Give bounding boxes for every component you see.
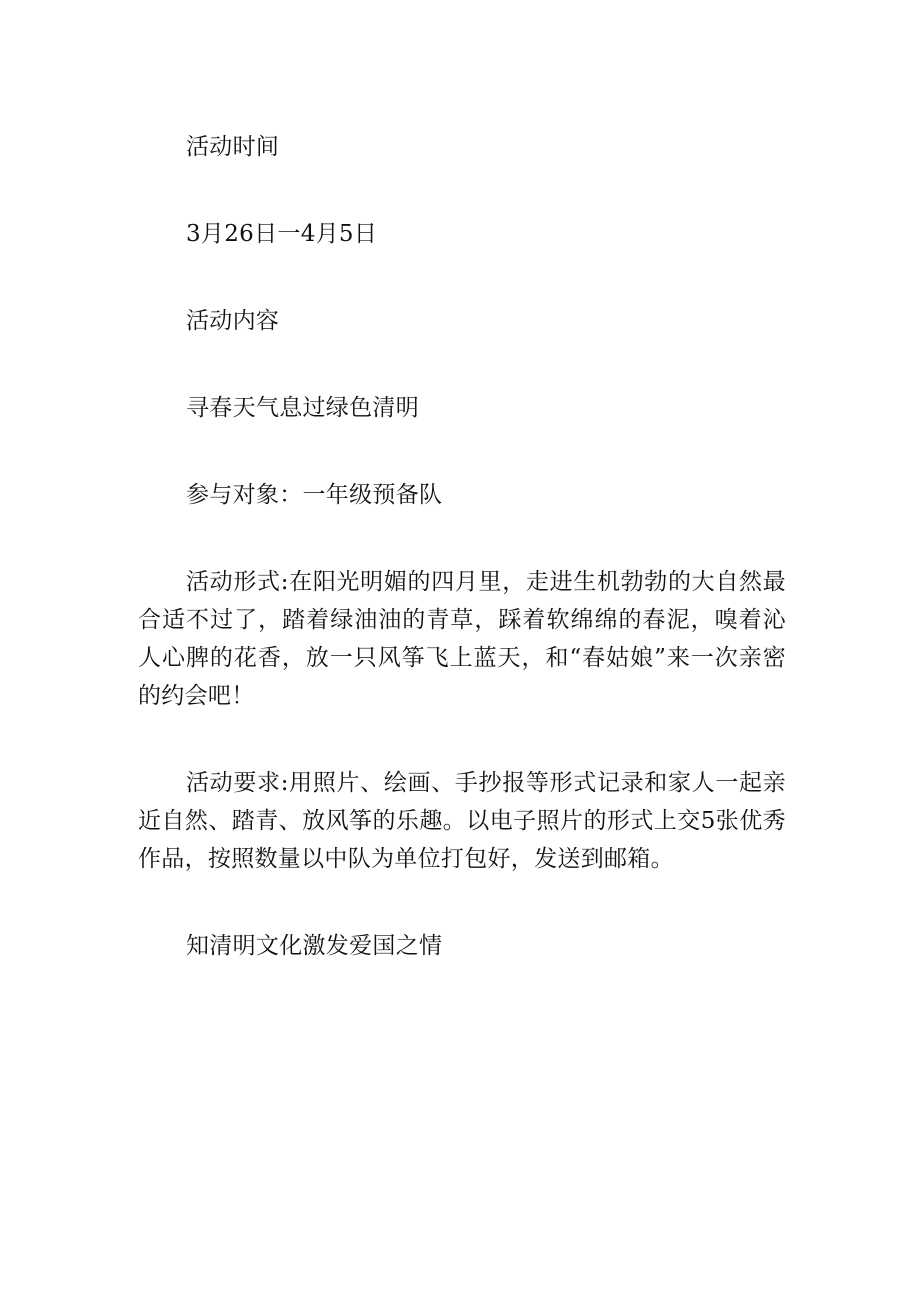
section-title-spring: 寻春天气息过绿色清明 — [186, 395, 419, 421]
activity-form-paragraph: 活动形式:在阳光明媚的四月里，走进生机勃勃的大自然最合适不过了，踏着绿油油的青草，踩着软绵绵的春泥，嗅着沁人心脾的花香，放一只风筝飞上蓝天，和“春姑娘”来一次亲密的约会吧！ — [138, 569, 786, 709]
document-body — [138, 128, 786, 965]
activity-requirements-paragraph: 活动要求:用照片、绘画、手抄报等形式记录和家人一起亲近自然、踏青、放风筝的乐趣。以电子照片的形式上交5张优秀作品，按照数量以中队为单位打包好，发送到邮箱。 — [138, 770, 786, 872]
section-title-qingming-culture: 知清明文化激发爱国之情 — [186, 933, 443, 959]
participants-line: 参与对象：一年级预备队 — [186, 482, 443, 508]
activity-date-range: 3月26日一4月5日 — [186, 221, 378, 247]
heading-activity-content: 活动内容 — [186, 308, 280, 334]
heading-activity-time: 活动时间 — [186, 134, 280, 160]
